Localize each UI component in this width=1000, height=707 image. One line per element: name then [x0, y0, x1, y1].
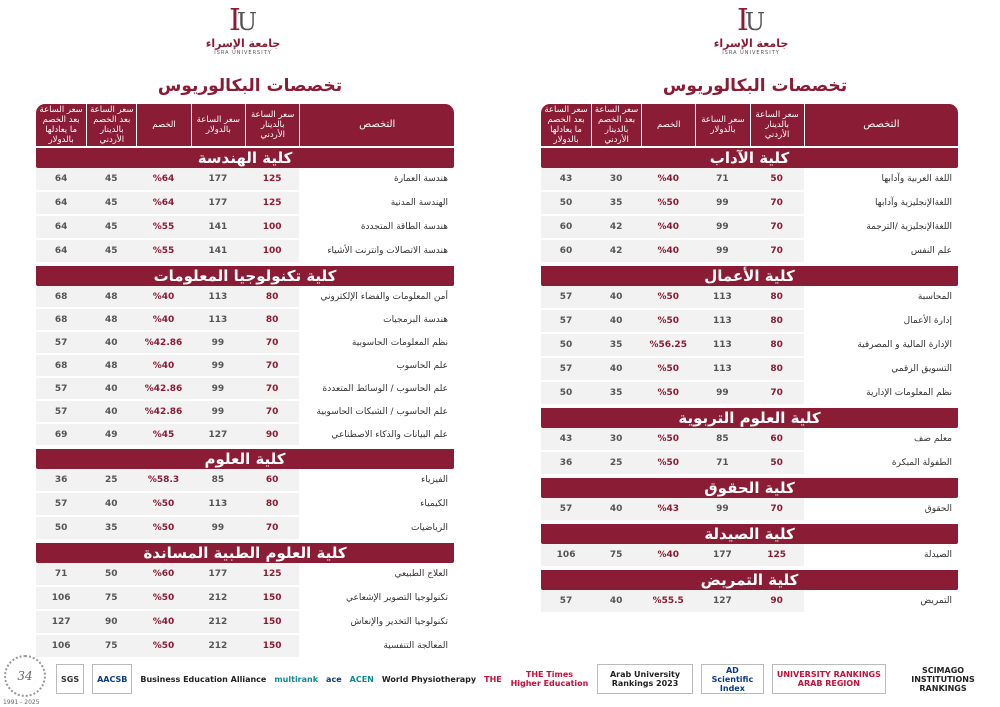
cell-discount: %50 — [657, 434, 679, 444]
cell-specialization: نظم المعلومات الإدارية — [804, 382, 958, 404]
cell-price-jod: 80 — [770, 364, 783, 374]
cell-after-discount-usd: 50 — [559, 388, 573, 398]
cell-specialization: تكنولوجيا التخدير والإنعاش — [299, 611, 454, 633]
cell-price-jod: 70 — [265, 383, 279, 394]
cell-discount: %50 — [152, 641, 175, 651]
cell-after-discount-jod: 35 — [609, 340, 623, 350]
table-row — [36, 378, 454, 401]
table-row — [36, 611, 454, 635]
cell-price-usd: 99 — [716, 222, 729, 232]
cell-price-usd: 177 — [713, 550, 732, 560]
cell-specialization: علم الحاسوب / الوسائط المتعددة — [299, 378, 454, 399]
cell-price-usd: 85 — [716, 434, 729, 444]
cell-after-discount-jod: 40 — [609, 292, 623, 302]
cell-price-jod: 100 — [262, 222, 282, 232]
cell-after-discount-usd: 60 — [559, 246, 573, 256]
cell-price-usd: 71 — [716, 458, 729, 468]
cell-price-usd: 99 — [211, 383, 225, 394]
logo-mark: IU — [228, 3, 258, 38]
cell-price-jod: 70 — [265, 523, 279, 533]
cell-after-discount-jod: 48 — [105, 360, 118, 371]
fees-table-right — [541, 104, 958, 614]
cell-after-discount-usd: 71 — [54, 569, 68, 579]
cell-discount: %43 — [657, 504, 679, 514]
cell-after-discount-jod: 30 — [609, 434, 623, 444]
table-header — [541, 104, 958, 146]
table-body — [541, 146, 958, 614]
cell-after-discount-jod: 75 — [105, 593, 118, 603]
table-row — [541, 192, 958, 216]
cell-price-jod: 60 — [265, 475, 279, 485]
cell-after-discount-usd: 69 — [54, 429, 68, 440]
cell-discount: %50 — [657, 316, 679, 326]
cell-specialization: الحقوق — [804, 498, 958, 520]
cell-discount: %64 — [152, 174, 175, 184]
cell-after-discount-usd: 57 — [559, 364, 573, 374]
table-row — [36, 401, 454, 424]
table-row — [36, 355, 454, 378]
cell-price-usd: 99 — [716, 246, 729, 256]
cell-after-discount-usd: 57 — [54, 406, 68, 417]
logo-arabic: جامعة الإسراء — [713, 37, 789, 50]
cell-after-discount-jod: 40 — [609, 364, 623, 374]
partner-logo: UNIVERSITY RANKINGS ARAB REGION — [772, 664, 886, 694]
college-heading: كلية العلوم التربوية — [541, 406, 958, 428]
anniversary-seal: 34 — [4, 655, 46, 697]
cell-after-discount-jod: 42 — [609, 222, 623, 232]
cell-price-usd: 113 — [208, 291, 228, 302]
cell-specialization: تكنولوجيا التصوير الإشعاعي — [299, 587, 454, 609]
cell-price-jod: 150 — [262, 593, 282, 603]
cell-after-discount-usd: 106 — [51, 593, 71, 603]
footer — [0, 655, 1000, 707]
cell-price-jod: 80 — [265, 291, 279, 302]
cell-price-jod: 80 — [770, 340, 783, 350]
cell-discount: %56.25 — [649, 340, 687, 350]
cell-price-usd: 99 — [716, 198, 729, 208]
table-row — [541, 382, 958, 406]
cell-price-usd: 85 — [211, 475, 225, 485]
partner-logo: THE Times Higher Education — [510, 670, 589, 688]
cell-specialization: إدارة الأعمال — [804, 310, 958, 332]
header-after-discount-jod: سعر الساعة بعد الخصم بالدينار الأردني — [86, 104, 136, 146]
cell-price-usd: 113 — [713, 316, 732, 326]
cell-price-usd: 99 — [211, 523, 225, 533]
cell-specialization: نظم المعلومات الحاسوبية — [299, 332, 454, 353]
cell-after-discount-jod: 75 — [609, 550, 623, 560]
cell-price-jod: 150 — [262, 617, 282, 627]
cell-price-jod: 125 — [262, 569, 282, 579]
cell-after-discount-jod: 49 — [105, 429, 118, 440]
cell-price-usd: 141 — [208, 246, 228, 256]
table-row — [541, 240, 958, 264]
cell-after-discount-usd: 60 — [559, 222, 573, 232]
cell-discount: %60 — [152, 569, 175, 579]
cell-price-usd: 127 — [208, 429, 228, 440]
cell-after-discount-usd: 43 — [559, 174, 573, 184]
anniversary-years: 1991 - 2025 — [3, 699, 40, 706]
cell-discount: %42.86 — [144, 337, 183, 348]
cell-specialization: اللغةالإنجليزية /الترجمة — [804, 216, 958, 238]
cell-specialization: هندسة العمارة — [299, 168, 454, 190]
cell-after-discount-usd: 64 — [54, 246, 68, 256]
header-discount: الخصم — [641, 104, 695, 146]
cell-after-discount-jod: 35 — [609, 388, 623, 398]
cell-after-discount-jod: 40 — [105, 499, 118, 509]
cell-discount: %40 — [657, 246, 679, 256]
cell-price-jod: 70 — [770, 222, 783, 232]
cell-price-usd: 177 — [208, 569, 228, 579]
table-row — [541, 310, 958, 334]
cell-specialization: الصيدلة — [804, 544, 958, 566]
cell-after-discount-jod: 35 — [609, 198, 623, 208]
cell-after-discount-jod: 30 — [609, 174, 623, 184]
cell-price-usd: 113 — [713, 340, 732, 350]
cell-specialization: الطفولة المبكرة — [804, 452, 958, 474]
cell-specialization: علم البيانات والذكاء الاصطناعي — [299, 424, 454, 445]
table-row — [36, 469, 454, 493]
partner-logo: multirank — [274, 674, 319, 684]
cell-after-discount-usd: 36 — [54, 475, 68, 485]
cell-after-discount-jod: 40 — [609, 316, 623, 326]
table-row — [36, 493, 454, 517]
cell-discount: %40 — [657, 550, 679, 560]
cell-specialization: اللغة العربية وآدابها — [804, 168, 958, 190]
table-row — [36, 587, 454, 611]
cell-discount: %50 — [152, 499, 175, 509]
cell-price-jod: 125 — [767, 550, 787, 560]
cell-specialization: معلم صف — [804, 428, 958, 450]
cell-specialization: الكيمياء — [299, 493, 454, 515]
cell-discount: %42.86 — [144, 383, 183, 394]
cell-price-jod: 150 — [262, 641, 282, 651]
cell-price-jod: 90 — [770, 596, 783, 606]
cell-discount: %50 — [152, 593, 175, 603]
partner-logo: AACSB — [92, 664, 132, 694]
cell-after-discount-usd: 68 — [54, 360, 68, 371]
table-row — [36, 517, 454, 541]
cell-price-usd: 141 — [208, 222, 228, 232]
partner-logo: Arab University Rankings 2023 — [597, 664, 693, 694]
cell-price-usd: 99 — [211, 406, 225, 417]
cell-price-jod: 70 — [770, 198, 783, 208]
ranking-logos-right — [510, 663, 1000, 695]
partner-logo: ace — [326, 674, 342, 684]
cell-price-jod: 70 — [265, 337, 279, 348]
partner-logo: ACEN — [349, 674, 374, 684]
cell-specialization: التمريض — [804, 590, 958, 612]
cell-discount: %42.86 — [144, 406, 183, 417]
cell-after-discount-usd: 57 — [559, 596, 573, 606]
table-row — [541, 358, 958, 382]
cell-discount: %40 — [152, 360, 175, 371]
cell-price-usd: 99 — [716, 504, 729, 514]
cell-price-jod: 50 — [770, 174, 783, 184]
table-row — [541, 216, 958, 240]
logo-english: ISRA UNIVERSITY — [722, 50, 780, 56]
cell-price-usd: 113 — [208, 499, 228, 509]
cell-after-discount-usd: 68 — [54, 314, 68, 325]
cell-after-discount-usd: 50 — [559, 198, 573, 208]
table-row — [541, 498, 958, 522]
table-row — [36, 332, 454, 355]
cell-after-discount-usd: 57 — [54, 337, 68, 348]
header-after-discount-usd: سعر الساعة بعد الخصم ما يعادلها بالدولار — [544, 105, 588, 145]
fees-table-left — [36, 104, 454, 659]
header-price-usd: سعر الساعة بالدولار — [191, 104, 245, 146]
cell-after-discount-jod: 40 — [609, 596, 623, 606]
cell-price-usd: 212 — [208, 641, 228, 651]
cell-after-discount-usd: 64 — [54, 198, 68, 208]
cell-after-discount-jod: 40 — [609, 504, 623, 514]
cell-after-discount-jod: 45 — [105, 198, 118, 208]
right-page — [500, 0, 1000, 707]
cell-price-usd: 127 — [713, 596, 732, 606]
cell-specialization: علم الحاسوب / الشبكات الحاسوبية — [299, 401, 454, 422]
cell-after-discount-usd: 50 — [54, 523, 68, 533]
cell-after-discount-jod: 40 — [105, 337, 118, 348]
cell-after-discount-usd: 57 — [559, 316, 573, 326]
cell-after-discount-jod: 90 — [105, 617, 118, 627]
cell-discount: %40 — [152, 314, 175, 325]
college-heading: كلية تكنولوجيا المعلومات — [36, 264, 454, 286]
cell-price-jod: 60 — [770, 434, 783, 444]
cell-discount: %55.5 — [652, 596, 684, 606]
partner-logo: Business Education Alliance — [140, 674, 267, 684]
cell-after-discount-jod: 75 — [105, 641, 118, 651]
table-row — [36, 424, 454, 447]
cell-after-discount-usd: 64 — [54, 222, 68, 232]
header-discount: الخصم — [136, 104, 190, 146]
college-heading: كلية الحقوق — [541, 476, 958, 498]
cell-price-jod: 80 — [770, 292, 783, 302]
college-heading: كلية العلوم — [36, 447, 454, 469]
cell-after-discount-jod: 25 — [105, 475, 118, 485]
cell-after-discount-usd: 64 — [54, 174, 68, 184]
college-heading: كلية الصيدلة — [541, 522, 958, 544]
cell-discount: %50 — [657, 364, 679, 374]
cell-price-jod: 70 — [770, 388, 783, 398]
table-row — [36, 216, 454, 240]
cell-after-discount-jod: 35 — [105, 523, 118, 533]
cell-after-discount-jod: 48 — [105, 314, 118, 325]
cell-price-jod: 50 — [770, 458, 783, 468]
table-row — [36, 192, 454, 216]
cell-price-usd: 177 — [208, 174, 228, 184]
header-specialization: التخصص — [299, 104, 454, 146]
cell-price-usd: 99 — [211, 360, 225, 371]
logo-english: ISRA UNIVERSITY — [214, 50, 272, 56]
cell-discount: %40 — [152, 617, 175, 627]
cell-after-discount-usd: 68 — [54, 291, 68, 302]
college-heading: كلية الأعمال — [541, 264, 958, 286]
header-specialization: التخصص — [804, 104, 958, 146]
cell-after-discount-jod: 48 — [105, 291, 118, 302]
cell-specialization: هندسة الاتصالات وانترنت الأشياء — [299, 240, 454, 262]
cell-price-jod: 80 — [265, 314, 279, 325]
cell-price-usd: 212 — [208, 593, 228, 603]
cell-discount: %40 — [152, 291, 175, 302]
cell-price-usd: 71 — [716, 174, 729, 184]
table-body — [36, 146, 454, 659]
cell-price-usd: 212 — [208, 617, 228, 627]
cell-price-usd: 99 — [211, 337, 225, 348]
table-row — [36, 309, 454, 332]
partner-logo: SCIMAGO INSTITUTIONS RANKINGS — [911, 665, 975, 693]
cell-after-discount-jod: 50 — [105, 569, 118, 579]
table-row — [541, 428, 958, 452]
cell-price-jod: 70 — [770, 246, 783, 256]
cell-price-jod: 80 — [265, 499, 279, 509]
cell-after-discount-jod: 45 — [105, 174, 118, 184]
cell-price-jod: 70 — [265, 406, 279, 417]
college-heading: كلية الآداب — [541, 146, 958, 168]
cell-price-jod: 90 — [265, 429, 279, 440]
college-heading: كلية التمريض — [541, 568, 958, 590]
cell-discount: %45 — [152, 429, 175, 440]
cell-after-discount-usd: 57 — [559, 504, 573, 514]
cell-price-usd: 113 — [208, 314, 228, 325]
cell-price-jod: 80 — [770, 316, 783, 326]
cell-after-discount-jod: 45 — [105, 222, 118, 232]
cell-after-discount-jod: 25 — [609, 458, 623, 468]
cell-specialization: الإدارة المالية و المصرفية — [804, 334, 958, 356]
cell-after-discount-usd: 50 — [559, 340, 573, 350]
cell-specialization: الفيزياء — [299, 469, 454, 491]
partner-logo: AD Scientific Index — [701, 664, 764, 694]
cell-discount: %40 — [657, 222, 679, 232]
cell-price-usd: 113 — [713, 292, 732, 302]
cell-specialization: العلاج الطبيعي — [299, 563, 454, 585]
table-row — [36, 563, 454, 587]
header-price-usd: سعر الساعة بالدولار — [695, 104, 749, 146]
table-row — [541, 590, 958, 614]
table-row — [36, 286, 454, 309]
cell-discount: %50 — [657, 292, 679, 302]
cell-specialization: علم الحاسوب — [299, 355, 454, 376]
table-row — [36, 168, 454, 192]
cell-after-discount-usd: 106 — [556, 550, 576, 560]
header-price-jod: سعر الساعة بالدينار الأردني — [750, 104, 804, 146]
cell-price-jod: 70 — [770, 504, 783, 514]
header-after-discount-usd: سعر الساعة بعد الخصم ما يعادلها بالدولار — [39, 105, 83, 145]
cell-price-jod: 70 — [265, 360, 279, 371]
table-header — [36, 104, 454, 146]
table-row — [541, 452, 958, 476]
cell-specialization: الرياضيات — [299, 517, 454, 539]
cell-discount: %50 — [657, 458, 679, 468]
cell-discount: %55 — [152, 246, 175, 256]
partner-logo: World Physiotherapy — [381, 674, 477, 684]
cell-specialization: هندسة الطاقة المتجددة — [299, 216, 454, 238]
table-row — [541, 168, 958, 192]
cell-discount: %50 — [657, 198, 679, 208]
cell-discount: %40 — [657, 174, 679, 184]
university-logo — [203, 3, 283, 56]
cell-specialization: علم النفس — [804, 240, 958, 262]
university-logo — [711, 3, 791, 56]
cell-after-discount-jod: 45 — [105, 246, 118, 256]
cell-price-usd: 99 — [716, 388, 729, 398]
cell-after-discount-usd: 43 — [559, 434, 573, 444]
header-price-jod: سعر الساعة بالدينار الأردني — [245, 104, 299, 146]
cell-specialization: المعالجة التنفسية — [299, 635, 454, 657]
cell-price-usd: 113 — [713, 364, 732, 374]
cell-after-discount-jod: 42 — [609, 246, 623, 256]
cell-discount: %50 — [657, 388, 679, 398]
cell-after-discount-usd: 106 — [51, 641, 71, 651]
cell-specialization: اللغةالإنجليزية وآدابها — [804, 192, 958, 214]
college-heading: كلية العلوم الطبية المساندة — [36, 541, 454, 563]
cell-after-discount-jod: 40 — [105, 383, 118, 394]
header-after-discount-jod: سعر الساعة بعد الخصم بالدينار الأردني — [591, 104, 641, 146]
cell-specialization: الهندسة المدنية — [299, 192, 454, 214]
cell-discount: %50 — [152, 523, 175, 533]
college-heading: كلية الهندسة — [36, 146, 454, 168]
cell-after-discount-usd: 57 — [54, 383, 68, 394]
partner-logo: THE — [484, 674, 502, 684]
logo-arabic: جامعة الإسراء — [205, 37, 281, 50]
cell-specialization: التسويق الرقمي — [804, 358, 958, 380]
cell-discount: %58.3 — [147, 475, 180, 485]
cell-price-jod: 100 — [262, 246, 282, 256]
cell-after-discount-usd: 127 — [51, 617, 71, 627]
table-row — [541, 286, 958, 310]
cell-after-discount-jod: 40 — [105, 406, 118, 417]
cell-specialization: هندسة البرمجيات — [299, 309, 454, 330]
table-row — [36, 240, 454, 264]
partner-logo: SGS — [56, 664, 84, 694]
cell-price-jod: 125 — [262, 198, 282, 208]
cell-specialization: المحاسبة — [804, 286, 958, 308]
table-row — [541, 544, 958, 568]
cell-after-discount-usd: 57 — [559, 292, 573, 302]
cell-discount: %64 — [152, 198, 175, 208]
table-row — [541, 334, 958, 358]
cell-price-usd: 177 — [208, 198, 228, 208]
page-title: تخصصات البكالوريوس — [662, 76, 848, 96]
logo-mark: IU — [736, 3, 766, 38]
cell-after-discount-usd: 57 — [54, 499, 68, 509]
cell-discount: %55 — [152, 222, 175, 232]
page-title: تخصصات البكالوريوس — [157, 76, 343, 96]
cell-specialization: أمن المعلومات والفضاء الإلكتروني — [299, 286, 454, 307]
accreditation-logos-left — [56, 663, 510, 695]
cell-price-jod: 125 — [262, 174, 282, 184]
cell-after-discount-usd: 36 — [559, 458, 573, 468]
